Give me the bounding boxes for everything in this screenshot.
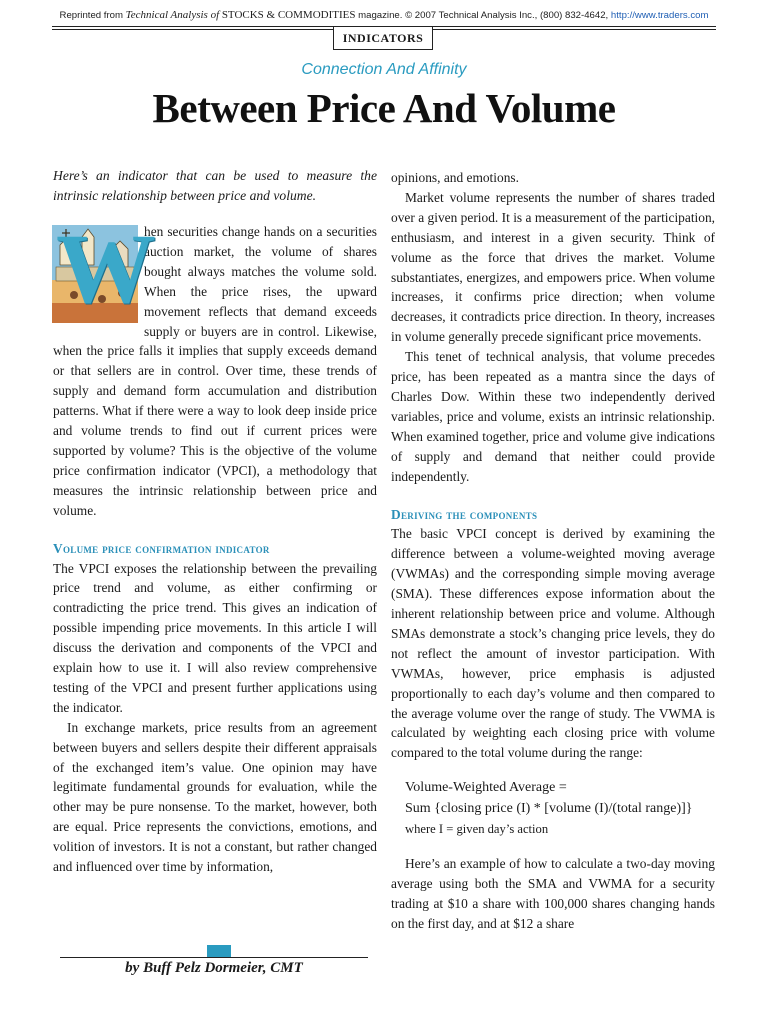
right-column (391, 168, 715, 934)
right-paragraph-3: This tenet of technical analysis, that volume precedes price, has been repeated as a mantra since the days of Charles Dow. Within these two independently derived variables, price and volume, exists an intrinsic relationship. When examined together, price and volume give indications of supply and demand that neither could provide independently. (391, 349, 715, 484)
left-paragraph-2: The VPCI exposes the relationship between the prevailing price trend and volume, as either confirming or contradicting the price trend. This gives an indication of possible impending price movements. In this article I will discuss the derivation and components of the VPCI and explain how to use it. I will also review comprehensive testing of the VPCI and present further applications using the indicator. (53, 560, 377, 715)
article-kicker: Connection And Affinity (301, 61, 467, 78)
byline-rule (60, 957, 368, 958)
formula-line-1: Volume-Weighted Average = (405, 780, 567, 796)
section-tag: INDICATORS (333, 26, 433, 50)
reprint-notice (0, 9, 768, 21)
reprint-suffix: magazine. © 2007 Technical Analysis Inc., (800) 832-4642, (358, 10, 609, 21)
formula-line-3: where I = given day’s action (405, 822, 549, 837)
left-paragraph-1: hen securities change hands on a securities auction market, the volume of shares bought always matches the volume sold. When the price rises, the upward movement reflects that demand exceeds supply or buyers are in control. Likewise, when the price falls it implies that supply exceeds demand or that sellers are in control. Over time, these trends of supply and demand form accumulation and distribution patterns. What if there were a way to look deep inside price and volume trends to find out if current prices were supported by volume? This is the objective of the volume price confirmation indicator (VPCI), a methodology that measures the intrinsic relationship between price and volume. (53, 224, 377, 518)
author-byline: by Buff Pelz Dormeier, CMT (125, 960, 303, 976)
formula-line-2: Sum {closing price (I) * [volume (I)/(total range)]} (405, 801, 693, 817)
right-paragraph-4: The basic VPCI concept is derived by examining the difference between a volume-weighted moving average (VWMAs) and the corresponding simple moving average (SMA). These differences expose information about the inherent relationship between price and volume. Although SMAs demonstrate a stock’s changing price levels, they do not reflect the amount of investor participation. With VWMAs, however, price emphasis is adjusted proportionally to each day’s volume and then compared to the average volume over the range of study. The VWMA is calculated by weighting each closing price with volume compared to the total volume during the range: (391, 526, 715, 761)
right-paragraph-2: Market volume represents the number of shares traded over a given period. It is a measurement of the participation, enthusiasm, and interest in a given security. Think of volume as the force that drives the market. Volume substantiates, energizes, and empowers price. When volume increases, it confirms price direction; when volume decreases, it contradicts price direction. In theory, increases in volume generally precede significant price movements. (391, 189, 715, 345)
byline-accent-mark (207, 945, 231, 957)
reprint-prefix: Reprinted from (59, 10, 123, 21)
right-paragraph-1: opinions, and emotions. (391, 170, 519, 185)
subhead-deriving: Deriving the components (391, 506, 538, 522)
traders-link[interactable]: http://www.traders.com (610, 10, 709, 21)
right-paragraph-5: Here’s an example of how to calculate a two-day moving average using both the SMA and VWMA for a security trading at $10 a share with 100,000 shares changing hands on the first day, and at $12 a share (391, 856, 715, 931)
subhead-vpci: Volume price confirmation indicator (53, 540, 270, 556)
dropcap-illustration (52, 213, 156, 324)
article-title: Between Price And Volume (152, 85, 616, 131)
article-deck: Here’s an indicator that can be used to measure the intrinsic relationship between price and volume. (53, 168, 377, 203)
vwma-formula (405, 777, 715, 840)
publication-caps: STOCKS & COMMODITIES (221, 9, 356, 21)
opening-paragraph-wrap (53, 213, 377, 521)
left-paragraph-3: In exchange markets, price results from an agreement between buyers and sellers despite their different appraisals of the exchanged item’s value. One opinion may have legitimate fundamental grounds for evaluation, while the other may be pure nonsense. To the market, however, both are equal. Price represents the convictions, emotions, and volition of investors. It is not a constant, but rather changed and influenced over time by information, (53, 719, 377, 875)
publication-italic: Technical Analysis of (125, 9, 220, 21)
left-column (53, 166, 377, 877)
dropcap-letter: W (56, 213, 156, 324)
